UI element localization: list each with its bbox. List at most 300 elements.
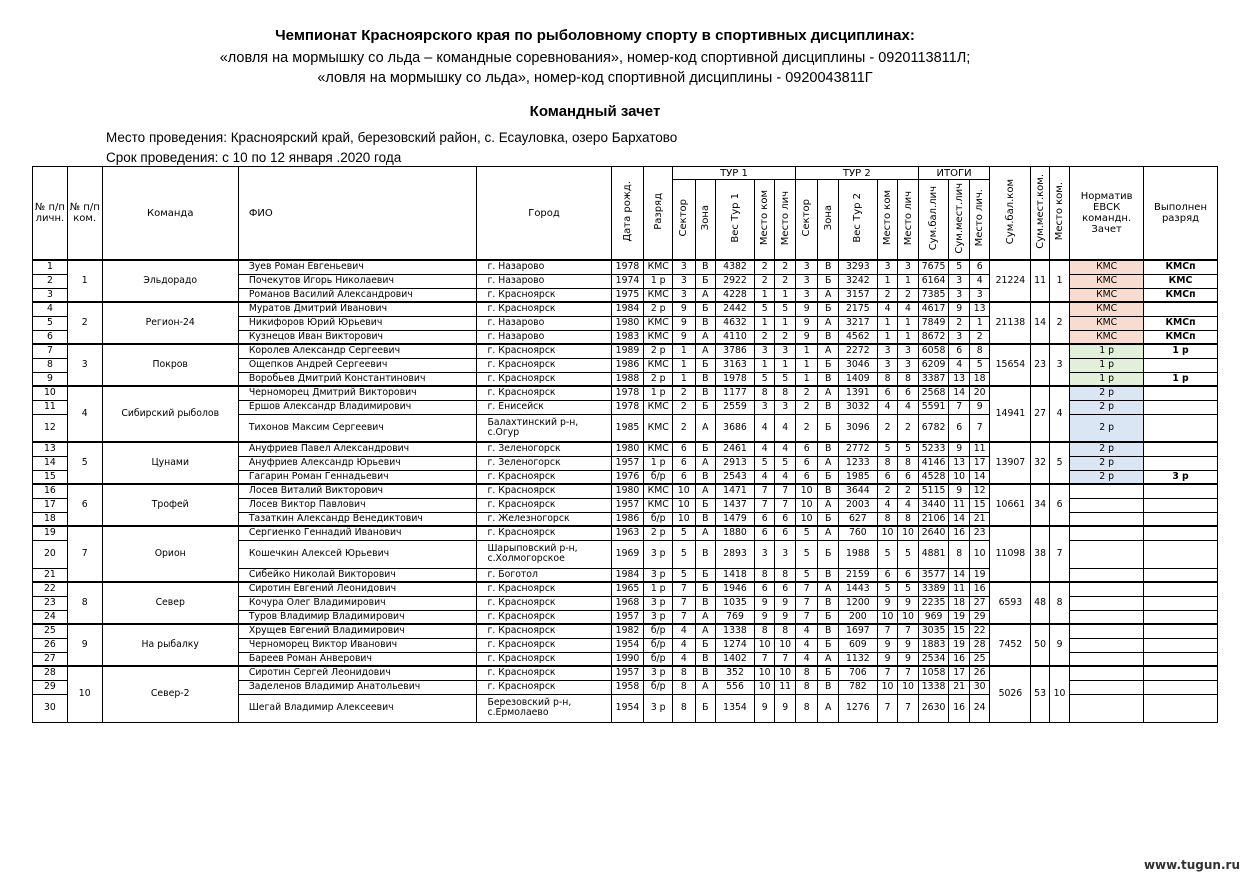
header-zone-2: Зона	[818, 180, 838, 261]
person-name: Шегай Владимир Алексеевич	[238, 694, 477, 722]
header-sum-team-pts: Сум.бал.ком	[990, 167, 1031, 261]
zone-2: В	[818, 400, 838, 414]
zone-2: Б	[818, 414, 838, 442]
person-num: 3	[33, 288, 68, 302]
person-name: Черноморец Дмитрий Викторович	[238, 386, 477, 400]
sum-places: 21	[949, 680, 969, 694]
norm-evsk	[1070, 568, 1144, 582]
person-city: г. Красноярск	[477, 498, 611, 512]
weight-2: 627	[838, 512, 877, 526]
team-sum-points: 7452	[990, 624, 1031, 666]
place-team-2: 10	[877, 526, 897, 540]
person-city: г. Красноярск	[477, 638, 611, 652]
venue-line: Место проведения: Красноярский край, березовский район, с. Есауловка, озеро Бархатово	[106, 130, 678, 145]
sum-places: 13	[949, 456, 969, 470]
weight-2: 1200	[838, 596, 877, 610]
sum-places: 6	[949, 344, 969, 358]
weight-1: 769	[716, 610, 755, 624]
weight-1: 3786	[716, 344, 755, 358]
sum-places: 19	[949, 610, 969, 624]
weight-2: 200	[838, 610, 877, 624]
sport-rank: 3 р	[644, 694, 673, 722]
weight-1: 352	[716, 666, 755, 680]
place-team-1: 7	[754, 484, 774, 498]
sum-places: 11	[949, 498, 969, 512]
zone-1: Б	[695, 400, 715, 414]
person-num: 13	[33, 442, 68, 456]
norm-evsk	[1070, 652, 1144, 666]
place-pers-1: 9	[775, 610, 795, 624]
person-city: г. Красноярск	[477, 372, 611, 386]
achieved-rank	[1144, 666, 1218, 680]
place-pers-2: 1	[898, 330, 918, 344]
achieved-rank	[1144, 680, 1218, 694]
sum-places: 16	[949, 526, 969, 540]
sum-places: 14	[949, 512, 969, 526]
place-personal: 24	[969, 694, 990, 722]
person-city: г. Красноярск	[477, 288, 611, 302]
sport-rank: 3 р	[644, 610, 673, 624]
sum-places: 16	[949, 694, 969, 722]
zone-1: В	[695, 260, 715, 274]
sport-rank: КМС	[644, 330, 673, 344]
table-row	[33, 302, 1218, 316]
team-sum-points: 11098	[990, 526, 1031, 582]
person-city: г. Зеленогорск	[477, 456, 611, 470]
weight-1: 2543	[716, 470, 755, 484]
place-pers-1: 3	[775, 400, 795, 414]
sum-places: 5	[949, 260, 969, 274]
place-pers-2: 8	[898, 372, 918, 386]
achieved-rank: 1 р	[1144, 344, 1218, 358]
zone-2: А	[818, 456, 838, 470]
person-city: г. Красноярск	[477, 526, 611, 540]
team-sum-places: 32	[1031, 442, 1049, 484]
person-city: г. Красноярск	[477, 386, 611, 400]
sector-1: 5	[673, 526, 696, 540]
sum-places: 19	[949, 638, 969, 652]
zone-1: Б	[695, 582, 715, 596]
weight-2: 609	[838, 638, 877, 652]
birth-year: 1965	[611, 582, 644, 596]
weight-2: 1409	[838, 372, 877, 386]
sport-rank: КМС	[644, 442, 673, 456]
place-pers-2: 5	[898, 582, 918, 596]
weight-1: 1418	[716, 568, 755, 582]
birth-year: 1980	[611, 316, 644, 330]
person-city: г. Красноярск	[477, 302, 611, 316]
person-city: г. Назарово	[477, 316, 611, 330]
sum-points: 4146	[918, 456, 949, 470]
zone-1: Б	[695, 498, 715, 512]
place-pers-1: 1	[775, 288, 795, 302]
place-personal: 7	[969, 414, 990, 442]
sport-rank: 2 р	[644, 526, 673, 540]
sector-1: 8	[673, 694, 696, 722]
weight-2: 1988	[838, 540, 877, 568]
person-name: Бареев Роман Анверович	[238, 652, 477, 666]
place-team-1: 5	[754, 302, 774, 316]
person-name: Лосев Виктор Павлович	[238, 498, 477, 512]
norm-evsk: КМС	[1070, 302, 1144, 316]
birth-year: 1989	[611, 344, 644, 358]
norm-evsk: КМС	[1070, 260, 1144, 274]
place-team-2: 4	[877, 302, 897, 316]
person-city: г. Красноярск	[477, 666, 611, 680]
team-name: На рыбалку	[102, 624, 238, 666]
table-row	[33, 344, 1218, 358]
achieved-rank	[1144, 568, 1218, 582]
place-pers-1: 8	[775, 624, 795, 638]
sport-rank: 2 р	[644, 344, 673, 358]
person-city: г. Красноярск	[477, 344, 611, 358]
zone-2: В	[818, 260, 838, 274]
weight-2: 1233	[838, 456, 877, 470]
place-team-2: 5	[877, 442, 897, 456]
person-num: 8	[33, 358, 68, 372]
place-team-1: 8	[754, 624, 774, 638]
zone-2: Б	[818, 358, 838, 372]
zone-2: Б	[818, 638, 838, 652]
place-pers-1: 7	[775, 498, 795, 512]
place-team-1: 5	[754, 456, 774, 470]
birth-year: 1984	[611, 568, 644, 582]
zone-2: Б	[818, 302, 838, 316]
weight-2: 2772	[838, 442, 877, 456]
place-team-1: 3	[754, 400, 774, 414]
person-num: 4	[33, 302, 68, 316]
person-num: 5	[33, 316, 68, 330]
sector-1: 3	[673, 288, 696, 302]
zone-2: А	[818, 288, 838, 302]
team-place: 3	[1049, 344, 1069, 386]
weight-1: 2893	[716, 540, 755, 568]
achieved-rank	[1144, 638, 1218, 652]
team-place: 5	[1049, 442, 1069, 484]
sum-places: 4	[949, 358, 969, 372]
birth-year: 1957	[611, 456, 644, 470]
norm-evsk	[1070, 624, 1144, 638]
birth-year: 1988	[611, 372, 644, 386]
norm-evsk: 1 р	[1070, 358, 1144, 372]
achieved-rank	[1144, 484, 1218, 498]
sum-points: 4528	[918, 470, 949, 484]
place-team-1: 2	[754, 274, 774, 288]
place-team-2: 3	[877, 260, 897, 274]
birth-year: 1963	[611, 526, 644, 540]
results-table	[32, 166, 1218, 723]
header-place-pers-1: Место лич	[775, 180, 795, 261]
weight-1: 4632	[716, 316, 755, 330]
person-num: 25	[33, 624, 68, 638]
weight-2: 1697	[838, 624, 877, 638]
person-city: г. Зеленогорск	[477, 442, 611, 456]
weight-1: 1471	[716, 484, 755, 498]
place-pers-1: 7	[775, 484, 795, 498]
table-row	[33, 386, 1218, 400]
header-sum-place: Сум.мест.лич	[949, 180, 969, 261]
zone-2: А	[818, 498, 838, 512]
weight-1: 3163	[716, 358, 755, 372]
header-city: Город	[477, 167, 611, 261]
sum-places: 9	[949, 302, 969, 316]
birth-year: 1975	[611, 288, 644, 302]
sport-rank: 3 р	[644, 666, 673, 680]
zone-2: В	[818, 624, 838, 638]
place-team-2: 9	[877, 652, 897, 666]
norm-evsk	[1070, 596, 1144, 610]
norm-evsk: 2 р	[1070, 386, 1144, 400]
place-pers-1: 1	[775, 358, 795, 372]
place-personal: 22	[969, 624, 990, 638]
sum-places: 3	[949, 330, 969, 344]
weight-2: 760	[838, 526, 877, 540]
person-num: 23	[33, 596, 68, 610]
person-num: 14	[33, 456, 68, 470]
sector-1: 4	[673, 638, 696, 652]
sum-places: 16	[949, 652, 969, 666]
achieved-rank: КМСп	[1144, 316, 1218, 330]
weight-1: 2922	[716, 274, 755, 288]
sum-points: 8672	[918, 330, 949, 344]
person-city: г. Красноярск	[477, 624, 611, 638]
zone-1: В	[695, 316, 715, 330]
zone-2: В	[818, 596, 838, 610]
birth-year: 1974	[611, 274, 644, 288]
place-personal: 19	[969, 568, 990, 582]
zone-1: В	[695, 372, 715, 386]
zone-2: В	[818, 372, 838, 386]
person-num: 21	[33, 568, 68, 582]
sum-places: 14	[949, 386, 969, 400]
achieved-rank: КМСп	[1144, 288, 1218, 302]
zone-1: А	[695, 414, 715, 442]
team-name: Север-2	[102, 666, 238, 722]
zone-1: В	[695, 512, 715, 526]
weight-1: 1177	[716, 386, 755, 400]
team-name: Цунами	[102, 442, 238, 484]
weight-1: 1978	[716, 372, 755, 386]
sum-places: 17	[949, 666, 969, 680]
norm-evsk: КМС	[1070, 288, 1144, 302]
team-number: 10	[67, 666, 102, 722]
sum-points: 1058	[918, 666, 949, 680]
sector-1: 2	[673, 414, 696, 442]
sum-points: 3577	[918, 568, 949, 582]
place-personal: 29	[969, 610, 990, 624]
sector-1: 5	[673, 540, 696, 568]
weight-1: 2913	[716, 456, 755, 470]
norm-evsk: КМС	[1070, 316, 1144, 330]
person-name: Тихонов Максим Сергеевич	[238, 414, 477, 442]
team-number: 1	[67, 260, 102, 302]
team-name: Покров	[102, 344, 238, 386]
zone-1: Б	[695, 302, 715, 316]
zone-2: В	[818, 680, 838, 694]
norm-evsk	[1070, 512, 1144, 526]
place-pers-1: 7	[775, 652, 795, 666]
sport-rank: КМС	[644, 484, 673, 498]
sector-2: 10	[795, 484, 818, 498]
place-team-1: 9	[754, 596, 774, 610]
sector-1: 4	[673, 652, 696, 666]
sum-points: 6164	[918, 274, 949, 288]
person-name: Гагарин Роман Геннадьевич	[238, 470, 477, 484]
place-pers-2: 7	[898, 694, 918, 722]
sector-1: 2	[673, 386, 696, 400]
person-name: Никифоров Юрий Юрьевич	[238, 316, 477, 330]
place-personal: 11	[969, 442, 990, 456]
sum-points: 2106	[918, 512, 949, 526]
weight-1: 1354	[716, 694, 755, 722]
sum-places: 3	[949, 288, 969, 302]
weight-1: 556	[716, 680, 755, 694]
place-pers-1: 10	[775, 638, 795, 652]
weight-2: 2003	[838, 498, 877, 512]
team-place: 10	[1049, 666, 1069, 722]
sector-1: 7	[673, 596, 696, 610]
sport-rank: б/р	[644, 680, 673, 694]
zone-1: Б	[695, 274, 715, 288]
header-place-pers-total: Место лич.	[969, 180, 990, 261]
place-pers-2: 3	[898, 344, 918, 358]
person-name: Ершов Александр Владимирович	[238, 400, 477, 414]
team-name: Трофей	[102, 484, 238, 526]
header-place-team-2: Место ком	[877, 180, 897, 261]
birth-year: 1969	[611, 540, 644, 568]
sum-places: 14	[949, 568, 969, 582]
person-name: Сергиенко Геннадий Иванович	[238, 526, 477, 540]
person-name: Муратов Дмитрий Иванович	[238, 302, 477, 316]
place-team-2: 7	[877, 694, 897, 722]
header-done: Выполнен разряд	[1144, 167, 1218, 261]
place-personal: 4	[969, 274, 990, 288]
sum-points: 7385	[918, 288, 949, 302]
place-pers-2: 4	[898, 400, 918, 414]
birth-year: 1978	[611, 386, 644, 400]
place-pers-1: 4	[775, 470, 795, 484]
sector-2: 5	[795, 526, 818, 540]
person-num: 24	[33, 610, 68, 624]
sector-1: 4	[673, 624, 696, 638]
zone-2: А	[818, 386, 838, 400]
place-team-1: 10	[754, 680, 774, 694]
achieved-rank	[1144, 400, 1218, 414]
sum-points: 6782	[918, 414, 949, 442]
sector-2: 4	[795, 638, 818, 652]
achieved-rank: КМСп	[1144, 330, 1218, 344]
achieved-rank: КМСп	[1144, 260, 1218, 274]
birth-year: 1980	[611, 442, 644, 456]
achieved-rank	[1144, 498, 1218, 512]
place-personal: 12	[969, 484, 990, 498]
place-team-1: 10	[754, 638, 774, 652]
place-pers-2: 9	[898, 638, 918, 652]
zone-1: Б	[695, 358, 715, 372]
sum-points: 7849	[918, 316, 949, 330]
weight-1: 4382	[716, 260, 755, 274]
person-name: Заделенов Владимир Анатольевич	[238, 680, 477, 694]
sum-points: 3035	[918, 624, 949, 638]
zone-1: А	[695, 680, 715, 694]
sector-2: 1	[795, 344, 818, 358]
sum-places: 2	[949, 316, 969, 330]
person-city: г. Назарово	[477, 260, 611, 274]
header-sum-pts: Сум.бал.лич	[918, 180, 949, 261]
results-body	[33, 260, 1218, 722]
place-team-2: 4	[877, 498, 897, 512]
sector-1: 5	[673, 568, 696, 582]
zone-2: Б	[818, 666, 838, 680]
place-team-1: 8	[754, 386, 774, 400]
sector-2: 2	[795, 400, 818, 414]
place-pers-1: 9	[775, 694, 795, 722]
sport-rank: 2 р	[644, 372, 673, 386]
header-rank: Разряд	[644, 167, 673, 261]
place-pers-1: 6	[775, 526, 795, 540]
weight-2: 2159	[838, 568, 877, 582]
weight-2: 1132	[838, 652, 877, 666]
sum-points: 5233	[918, 442, 949, 456]
team-sum-places: 38	[1031, 526, 1049, 582]
sector-1: 2	[673, 400, 696, 414]
team-name: Сибирский рыболов	[102, 386, 238, 442]
birth-year: 1990	[611, 652, 644, 666]
sum-points: 5591	[918, 400, 949, 414]
place-team-2: 2	[877, 484, 897, 498]
person-name: Ануфриев Павел Александрович	[238, 442, 477, 456]
weight-2: 3046	[838, 358, 877, 372]
birth-year: 1986	[611, 512, 644, 526]
weight-1: 1035	[716, 596, 755, 610]
sport-rank: 2 р	[644, 302, 673, 316]
place-team-1: 6	[754, 526, 774, 540]
place-personal: 5	[969, 358, 990, 372]
birth-year: 1954	[611, 694, 644, 722]
header-tour-2: ТУР 2	[795, 167, 918, 180]
person-num: 26	[33, 638, 68, 652]
sector-1: 7	[673, 582, 696, 596]
sector-1: 6	[673, 470, 696, 484]
sport-rank: КМС	[644, 260, 673, 274]
sector-1: 8	[673, 680, 696, 694]
achieved-rank	[1144, 442, 1218, 456]
place-personal: 21	[969, 512, 990, 526]
person-name: Тазаткин Александр Венедиктович	[238, 512, 477, 526]
team-sum-places: 23	[1031, 344, 1049, 386]
sum-places: 13	[949, 372, 969, 386]
place-pers-2: 5	[898, 540, 918, 568]
team-sum-points: 21138	[990, 302, 1031, 344]
zone-2: В	[818, 442, 838, 456]
person-name: Кузнецов Иван Викторович	[238, 330, 477, 344]
watermark: www.tugun.ru	[1143, 858, 1240, 872]
person-num: 7	[33, 344, 68, 358]
weight-2: 1391	[838, 386, 877, 400]
place-personal: 2	[969, 330, 990, 344]
place-pers-1: 4	[775, 414, 795, 442]
weight-2: 1443	[838, 582, 877, 596]
norm-evsk: 1 р	[1070, 344, 1144, 358]
zone-2: Б	[818, 274, 838, 288]
place-personal: 26	[969, 666, 990, 680]
zone-2: В	[818, 330, 838, 344]
zone-1: Б	[695, 694, 715, 722]
sector-2: 9	[795, 330, 818, 344]
person-city: Березовский р-н, с.Ермолаево	[477, 694, 611, 722]
sum-points: 6209	[918, 358, 949, 372]
weight-1: 3686	[716, 414, 755, 442]
